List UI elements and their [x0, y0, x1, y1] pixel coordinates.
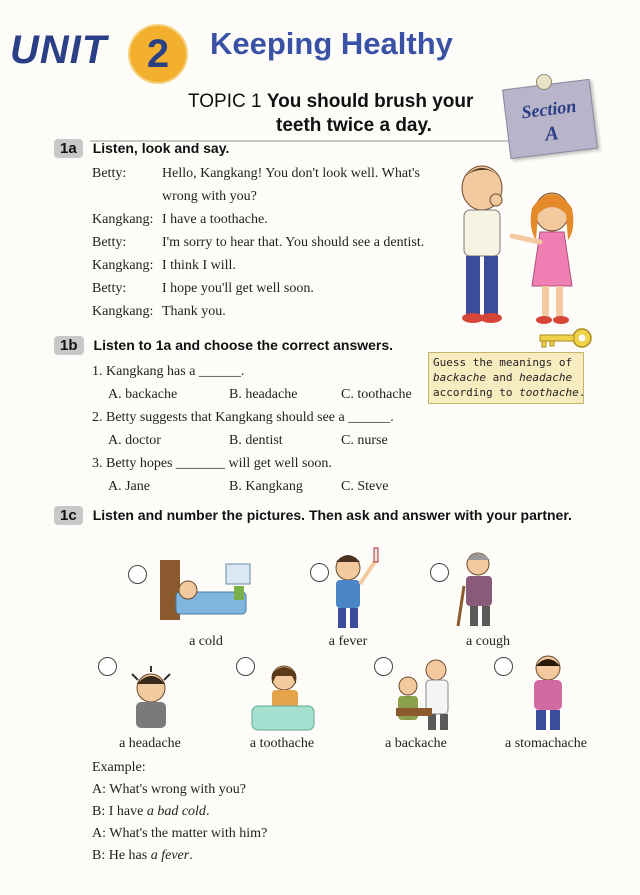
- pin-icon: [536, 74, 552, 90]
- dialogue-line: [92, 300, 442, 323]
- dialogue-line: [92, 208, 442, 231]
- question-2-option-b: B. dentist: [229, 433, 283, 448]
- example-text: He has: [108, 848, 151, 863]
- topic-title-line1: You should brush your: [266, 91, 474, 112]
- topic-label: TOPIC 1: [188, 91, 262, 112]
- question-3-option-c: C. Steve: [341, 479, 389, 494]
- question-3-option-a: A. Jane: [108, 479, 150, 494]
- example-speaker: B:: [92, 848, 109, 863]
- hint-line3: according to: [433, 386, 520, 399]
- question-1-option-b: B. headache: [229, 387, 298, 402]
- cold-picture: [156, 556, 256, 626]
- speaker: Kangkang:: [92, 212, 154, 227]
- hint-box: [428, 352, 584, 404]
- hint-line1: Guess the meanings of: [433, 356, 573, 369]
- example-end: .: [205, 804, 210, 819]
- toothache-picture: [248, 658, 318, 732]
- number-circle-headache[interactable]: [98, 657, 117, 676]
- hint-and: and: [485, 371, 520, 384]
- question-2-stem: 2. Betty suggests that Kangkang should see a ______.: [92, 410, 394, 425]
- example-speaker: A:: [92, 826, 110, 841]
- activity-instruction-1b: Listen to 1a and choose the correct answers.: [93, 337, 394, 353]
- dialogue-1a: [92, 162, 442, 323]
- question-1-stem: 1. Kangkang has a ______.: [92, 364, 245, 379]
- example-heading: Example:: [92, 760, 146, 775]
- line-text: I think I will.: [162, 258, 236, 273]
- hint-word-toothache: toothache: [519, 386, 579, 399]
- dialogue-line: [92, 254, 442, 277]
- speaker: Kangkang:: [92, 258, 154, 273]
- activity-label-1c: 1c: [54, 506, 83, 525]
- caption-toothache: a toothache: [249, 736, 315, 751]
- cough-picture: [448, 546, 518, 630]
- caption-headache: a headache: [119, 736, 181, 751]
- speaker: Betty:: [92, 166, 127, 181]
- speaker: Betty:: [92, 281, 127, 296]
- activity-1a-header: [54, 140, 229, 158]
- example-line: [92, 779, 267, 801]
- dialogue-line: [92, 277, 442, 300]
- activity-1b-header: [54, 337, 393, 355]
- example-line: [92, 845, 267, 867]
- backache-picture: [386, 656, 462, 732]
- question-2-option-a: A. doctor: [108, 433, 161, 448]
- key-icon: [534, 326, 594, 350]
- fever-picture: [318, 546, 388, 630]
- unit-title: Keeping Healthy: [210, 26, 453, 61]
- number-circle-cough[interactable]: [430, 563, 449, 582]
- activity-label-1a: 1a: [54, 139, 83, 158]
- example-speaker: B:: [92, 804, 109, 819]
- line-text: I have a toothache.: [162, 212, 268, 227]
- section-tag: [502, 79, 598, 159]
- question-3-option-b: B. Kangkang: [229, 479, 303, 494]
- example-text: What's wrong with you?: [109, 782, 246, 797]
- line-text: Hello, Kangkang! You don't look well. What's wrong with you?: [162, 166, 420, 204]
- section-word: Section: [520, 95, 578, 123]
- number-circle-stomachache[interactable]: [494, 657, 513, 676]
- unit-number-badge: 2: [128, 24, 188, 84]
- caption-cough: a cough: [466, 634, 510, 649]
- line-text: I'm sorry to hear that. You should see a dentist.: [162, 235, 425, 250]
- caption-fever: a fever: [328, 634, 368, 649]
- hint-word-backache: backache: [433, 371, 486, 384]
- example-emphasis: a bad cold: [146, 804, 206, 819]
- example-emphasis: a fever: [150, 848, 190, 863]
- caption-cold: a cold: [189, 634, 223, 649]
- dialogue-line: [92, 231, 442, 254]
- activity-label-1b: 1b: [54, 336, 84, 355]
- activity-instruction-1c: Listen and number the pictures. Then ask and answer with your partner.: [92, 507, 572, 523]
- line-text: Thank you.: [162, 304, 226, 319]
- hint-word-headache: headache: [519, 371, 573, 384]
- dialogue-line: [92, 162, 442, 208]
- caption-stomachache: a stomachache: [504, 736, 587, 751]
- example-text: I have: [108, 804, 147, 819]
- activity-instruction-1a: Listen, look and say.: [92, 140, 230, 156]
- question-3-stem: 3. Betty hopes _______ will get well soon.: [92, 456, 332, 471]
- activity-1c-header: [54, 507, 572, 525]
- speaker: Betty:: [92, 235, 127, 250]
- example-text: What's the matter with him?: [109, 826, 268, 841]
- number-circle-cold[interactable]: [128, 565, 147, 584]
- question-1-option-a: A. backache: [108, 387, 178, 402]
- example-speaker: A:: [92, 782, 110, 797]
- hint-period: .: [578, 386, 586, 399]
- example-block: [92, 757, 267, 867]
- kangkang-betty-illustration: [440, 150, 600, 330]
- topic-heading: [188, 90, 498, 138]
- question-1-option-c: C. toothache: [341, 387, 412, 402]
- speaker: Kangkang:: [92, 304, 154, 319]
- unit-word: UNIT: [10, 28, 108, 72]
- section-letter: A: [543, 122, 560, 146]
- line-text: I hope you'll get well soon.: [162, 281, 314, 296]
- caption-backache: a backache: [385, 736, 447, 751]
- headache-picture: [118, 664, 184, 730]
- example-end: .: [189, 848, 193, 863]
- example-line: [92, 823, 267, 845]
- example-line: [92, 801, 267, 823]
- topic-title-line2: teeth twice a day.: [276, 115, 432, 136]
- question-2-option-c: C. nurse: [341, 433, 388, 448]
- stomachache-picture: [516, 652, 580, 734]
